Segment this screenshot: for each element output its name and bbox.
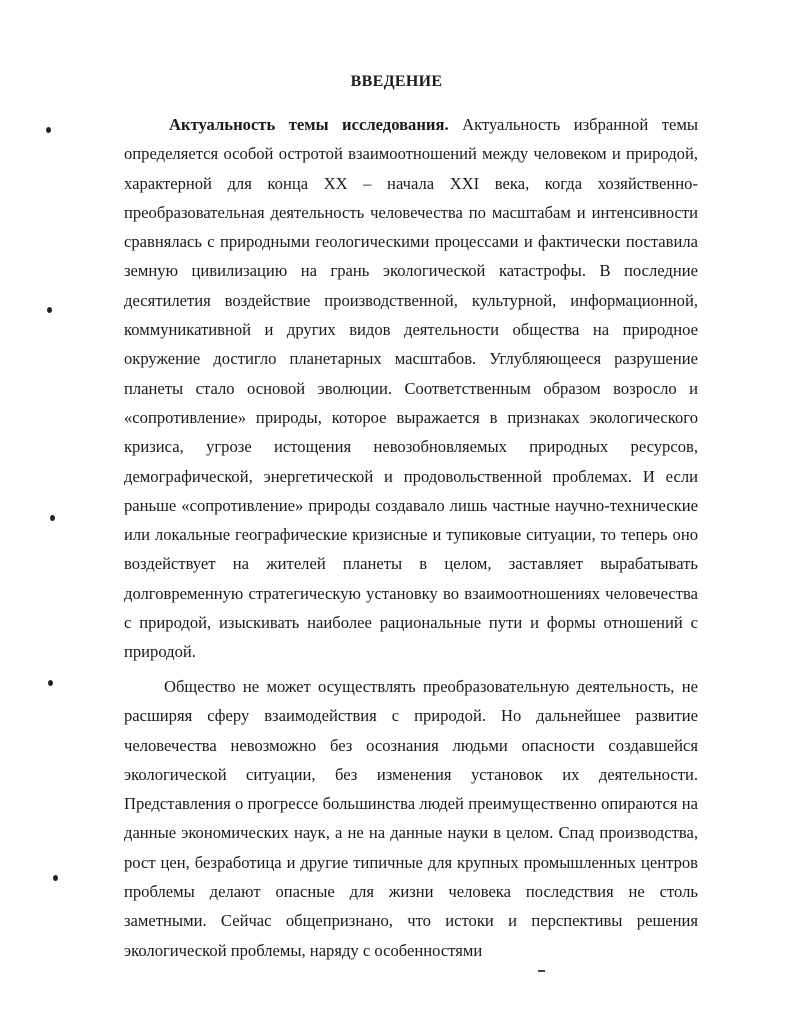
scan-margin-mark <box>48 680 53 686</box>
paragraph-body: Общество не может осуществлять преобразовательную деятельность, не расширяя сферу взаимодействия с природой. Но дальнейшее развитие человечества невозможно без осознания людьми опасности создавшейся экологической ситуации, без изменения установок их деятельности. Представления о прогрессе большинства людей преимущественно опираются на данные экономических наук, а не на данные науки в целом. Спад производства, рост цен, безработица и другие типичные для крупных промышленных центров проблемы делают опасные для жизни человека последствия не столь заметными. Сейчас общепризнано, что истоки и перспективы решения экологической проблемы, наряду с особенностями <box>124 677 698 960</box>
scan-margin-mark <box>53 875 58 881</box>
scan-margin-mark <box>50 515 55 521</box>
paragraph-society <box>124 672 698 965</box>
paragraph-body: Актуальность избранной темы определяется особой остротой взаимоотношений между человеком и природой, характерной для конца XX – начала XXI века, когда хозяйственно-преобразовательная деятельность человечества по масштабам и интенсивности сравнялась с природными геологическими процессами и фактически поставила земную цивилизацию на грань экологической катастрофы. В последние десятилетия воздействие производственной, культурной, информационной, коммуникативной и других видов деятельности общества на природное окружение достигло планетарных масштабов. Углубляющееся разрушение планеты стало основой эволюции. Соответственным образом возросло и «сопротивление» природы, которое выражается в признаках экологического кризиса, угрозе истощения невозобновляемых природных ресурсов, демографической, энергетической и продовольственной проблемах. И если раньше «сопротивление» природы создавало лишь частные научно-технические или локальные географические кризисные и тупиковые ситуации, то теперь оно воздействует на жителей планеты в целом, заставляет вырабатывать долговременную стратегическую установку во взаимоотношениях человечества с природой, изыскивать наиболее рациональные пути и формы отношений с природой. <box>124 115 698 662</box>
scan-artifact-dash <box>538 970 545 972</box>
scan-margin-mark <box>46 127 51 133</box>
page-title: ВВЕДЕНИЕ <box>350 73 443 90</box>
paragraph-lead-heading: Актуальность темы исследования. <box>169 115 449 134</box>
scan-margin-mark <box>47 307 52 313</box>
paragraph-relevance <box>124 110 698 667</box>
